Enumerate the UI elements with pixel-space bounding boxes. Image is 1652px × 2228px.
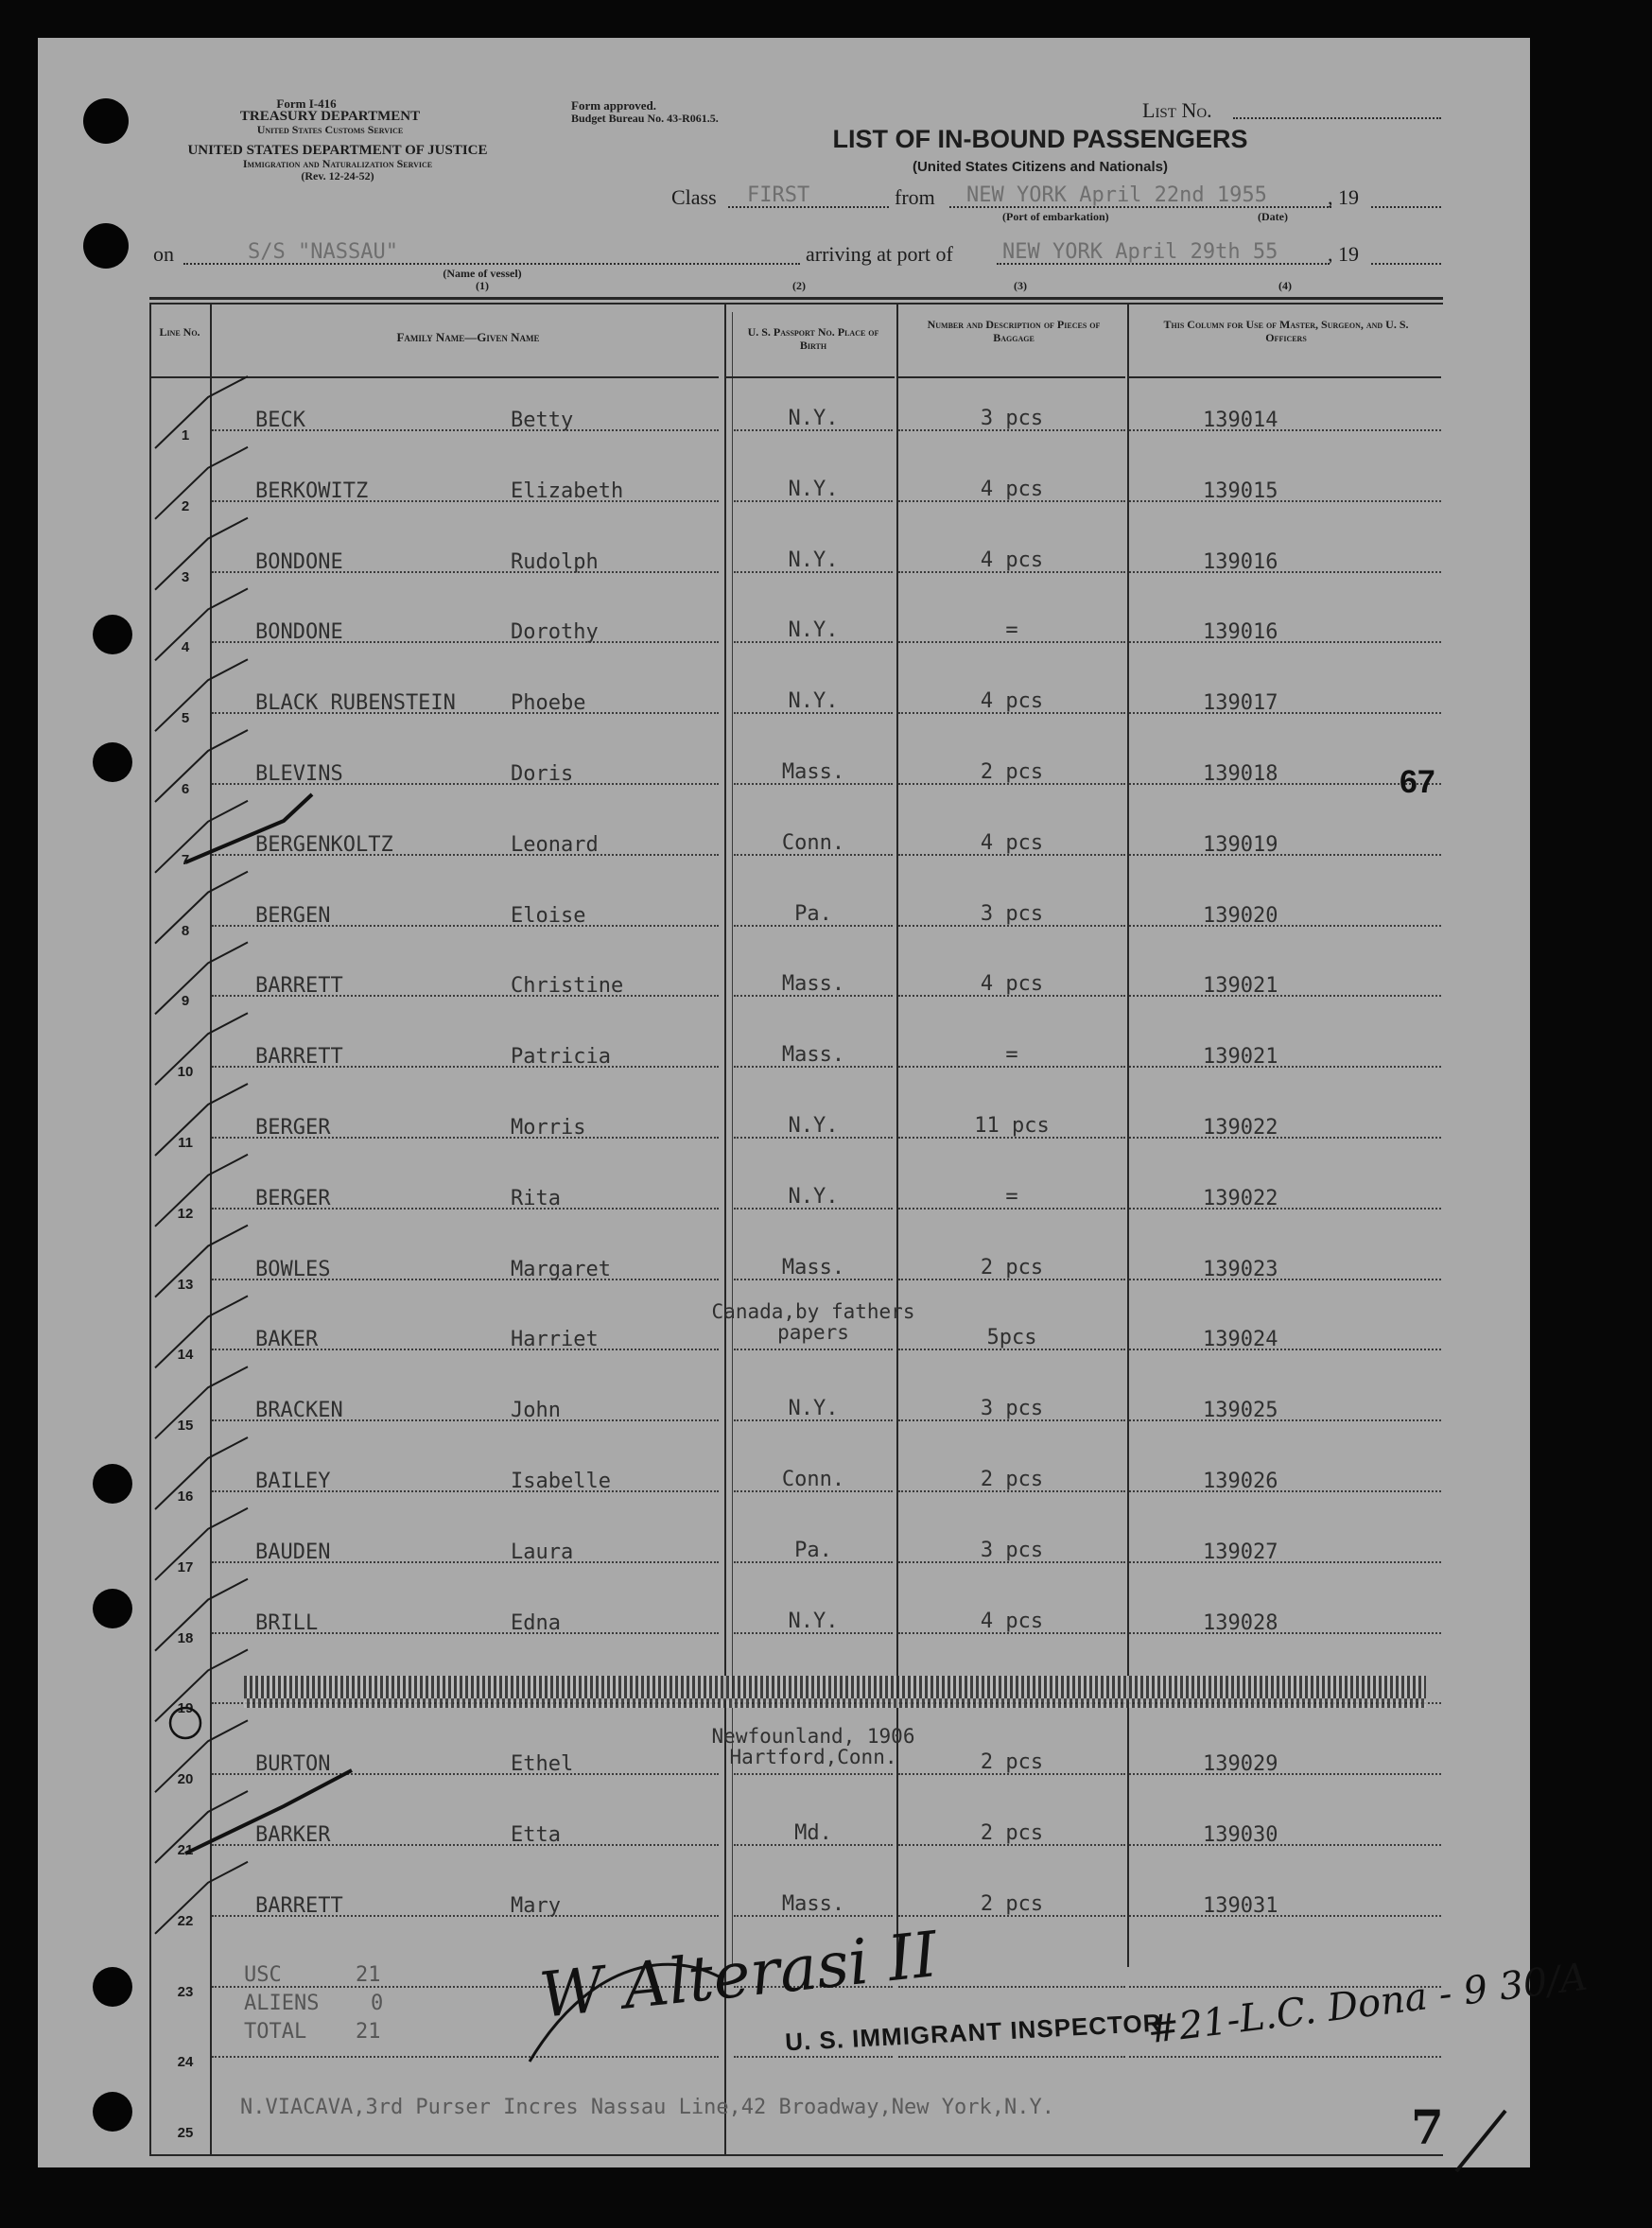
place-of-birth: Mass.: [781, 760, 845, 784]
family-name: BERGER: [255, 1186, 331, 1210]
officer-reference: 139016: [1203, 620, 1278, 645]
family-name: BERGENKOLTZ: [255, 832, 393, 857]
baggage-count: 4 pcs: [980, 830, 1044, 855]
line-number: 25: [177, 2125, 194, 2142]
baggage-count: 3 pcs: [980, 1538, 1044, 1562]
family-name: BONDONE: [255, 549, 343, 574]
given-name: Doris: [511, 762, 574, 786]
line-number: 3: [181, 568, 190, 585]
place-of-birth: Md.: [794, 1821, 832, 1845]
handwritten-note: #21-L.C. Dona - 9 30/A: [1144, 1955, 1591, 2053]
given-name: Edna: [511, 1610, 561, 1635]
family-name: BERKOWITZ: [255, 479, 369, 503]
embarkation-value: NEW YORK April 22nd 1955: [966, 183, 1267, 207]
check-mark: [155, 588, 248, 660]
baggage-count: 2 pcs: [980, 1468, 1044, 1491]
officer-reference: 139015: [1203, 479, 1278, 503]
place-of-birth: Mass.: [781, 1891, 845, 1916]
baggage-count: 11 pcs: [974, 1114, 1050, 1138]
total-label: TOTAL: [244, 2020, 307, 2044]
check-mark: [155, 1579, 248, 1651]
family-name: BLACK RUBENSTEIN: [255, 691, 456, 716]
aliens-label: ALIENS: [244, 1992, 320, 2015]
given-name: Dorothy: [511, 620, 599, 645]
check-mark: [155, 1791, 248, 1863]
usc-label: USC: [244, 1963, 282, 1987]
line-number: 15: [177, 1418, 194, 1435]
family-name: BARRETT: [255, 1893, 343, 1918]
purser-line: N.VIACAVA,3rd Purser Incres Nassau Line,42 Broadway,New York,N.Y.: [240, 2096, 1054, 2119]
list-title: LIST OF IN-BOUND PASSENGERS: [832, 125, 1248, 153]
line-number: 4: [181, 639, 190, 656]
budget-bureau: Budget Bureau No. 43-R061.5.: [571, 112, 719, 125]
check-mark: [155, 1296, 248, 1367]
line-number: 1: [181, 427, 190, 444]
col-family-name: Family Name—Given Name: [396, 330, 540, 344]
officer-reference: 139021: [1203, 974, 1278, 999]
corner-mark: 7: [1411, 2099, 1444, 2155]
inspector-stamp: U. S. IMMIGRANT INSPECTOR: [784, 2008, 1163, 2057]
total-count: 21: [356, 2020, 381, 2044]
check-mark: [155, 1226, 248, 1297]
baggage-count: 2 pcs: [980, 760, 1044, 784]
officer-reference: 139029: [1203, 1752, 1278, 1777]
line-number: 12: [177, 1205, 194, 1222]
place-of-birth: Pa.: [794, 1538, 832, 1562]
officer-reference: 139022: [1203, 1186, 1278, 1210]
check-mark: [155, 447, 248, 519]
baggage-count: 4 pcs: [980, 972, 1044, 997]
officer-reference: 139020: [1203, 903, 1278, 928]
family-name: BRILL: [255, 1610, 319, 1635]
class-value: FIRST: [747, 183, 810, 207]
officer-reference: 139025: [1203, 1399, 1278, 1423]
line-number: 10: [177, 1064, 194, 1081]
arriving-label: arriving at port of: [806, 242, 953, 266]
port-caption: (Port of embarkation): [1002, 210, 1109, 223]
treasury-department: TREASURY DEPARTMENT: [239, 109, 421, 124]
inspector-signature: W Alterasi II: [536, 1918, 942, 2032]
baggage-count: 3 pcs: [980, 901, 1044, 926]
place-of-birth: N.Y.: [788, 477, 839, 501]
officer-reference: 139017: [1203, 691, 1278, 716]
officer-reference: 139018: [1203, 762, 1278, 786]
place-of-birth: Canada,by fathers papers: [711, 1300, 915, 1345]
line-number: 14: [177, 1347, 194, 1364]
family-name: BRACKEN: [255, 1399, 343, 1423]
baggage-count: 2 pcs: [980, 1750, 1044, 1775]
column-number-1: (1): [476, 279, 489, 292]
officer-reference: 139028: [1203, 1610, 1278, 1635]
place-of-birth: N.Y.: [788, 1609, 839, 1633]
baggage-count: =: [1005, 618, 1018, 643]
place-of-birth: N.Y.: [788, 1397, 839, 1421]
line-number: 22: [177, 1912, 194, 1929]
given-name: Elizabeth: [511, 479, 624, 503]
arrival-value: NEW YORK April 29th 55: [1002, 240, 1278, 264]
col-line-no: Line No.: [159, 325, 200, 339]
family-name: BARRETT: [255, 1045, 343, 1070]
aliens-count: 0: [371, 1992, 384, 2015]
year-label: , 19: [1328, 242, 1359, 266]
officer-reference: 139021: [1203, 1045, 1278, 1070]
line-number: 23: [177, 1983, 194, 2000]
baggage-count: 4 pcs: [980, 548, 1044, 572]
line-number: 7: [181, 851, 190, 868]
line-number: 17: [177, 1558, 194, 1575]
officer-reference: 139024: [1203, 1328, 1278, 1352]
baggage-count: =: [1005, 1184, 1018, 1209]
given-name: John: [511, 1399, 561, 1423]
given-name: Phoebe: [511, 691, 586, 716]
given-name: Betty: [511, 409, 574, 432]
line-number: 6: [181, 781, 190, 797]
check-mark: [155, 942, 248, 1014]
given-name: Mary: [511, 1893, 561, 1918]
given-name: Ethel: [511, 1752, 574, 1777]
given-name: Leonard: [511, 832, 599, 857]
officer-reference: 139016: [1203, 549, 1278, 574]
line-number: 8: [181, 922, 190, 939]
column-number-4: (4): [1278, 279, 1292, 292]
class-label: Class: [671, 185, 717, 209]
given-name: Laura: [511, 1540, 574, 1564]
officer-reference: 139027: [1203, 1540, 1278, 1564]
baggage-count: 4 pcs: [980, 1609, 1044, 1633]
line-number: 13: [177, 1276, 194, 1293]
given-name: Harriet: [511, 1328, 599, 1352]
baggage-count: 2 pcs: [980, 1255, 1044, 1279]
check-mark: [155, 1862, 248, 1934]
check-mark: [155, 1437, 248, 1509]
officer-reference: 139014: [1203, 409, 1278, 432]
given-name: Etta: [511, 1823, 561, 1847]
check-mark: [155, 518, 248, 590]
column-number-3: (3): [1014, 279, 1027, 292]
family-name: BARRETT: [255, 974, 343, 999]
line-number: 9: [181, 993, 190, 1010]
check-mark: [155, 1366, 248, 1438]
place-of-birth: Conn.: [781, 1468, 845, 1491]
baggage-count: 4 pcs: [980, 689, 1044, 714]
family-name: BERGEN: [255, 903, 331, 928]
line-number: 5: [181, 710, 190, 727]
baggage-count: 3 pcs: [980, 1397, 1044, 1421]
line-number: 2: [181, 497, 190, 514]
from-label: from: [895, 185, 935, 209]
year-label: , 19: [1328, 185, 1359, 209]
place-of-birth: Pa.: [794, 901, 832, 926]
baggage-count: 2 pcs: [980, 1821, 1044, 1845]
given-name: Eloise: [511, 903, 586, 928]
list-subtitle: (United States Citizens and Nationals): [912, 159, 1169, 175]
check-mark: [155, 1508, 248, 1580]
given-name: Isabelle: [511, 1470, 611, 1493]
place-of-birth: N.Y.: [788, 548, 839, 572]
vessel-caption: (Name of vessel): [443, 267, 522, 280]
immigration-service: Immigration and Naturalization Service: [242, 157, 433, 170]
family-name: BECK: [255, 409, 305, 432]
check-mark: [155, 1155, 248, 1227]
place-of-birth: N.Y.: [788, 618, 839, 643]
vessel-name: S/S "NASSAU": [248, 240, 398, 264]
place-of-birth: N.Y.: [788, 1184, 839, 1209]
place-of-birth: N.Y.: [788, 689, 839, 714]
usc-count: 21: [356, 1963, 381, 1987]
check-mark: [155, 376, 248, 448]
place-of-birth: N.Y.: [788, 1114, 839, 1138]
family-name: BURTON: [255, 1752, 331, 1777]
check-mark: [155, 659, 248, 731]
place-of-birth: N.Y.: [788, 407, 839, 430]
check-mark: [155, 801, 248, 873]
baggage-count: 2 pcs: [980, 1891, 1044, 1916]
col-passport: U. S. Passport No. Place of Birth: [747, 325, 879, 352]
form-revision: (Rev. 12-24-52): [301, 169, 374, 183]
date-caption: (Date): [1258, 210, 1288, 223]
given-name: Rita: [511, 1186, 561, 1210]
family-name: BONDONE: [255, 620, 343, 645]
family-name: BAUDEN: [255, 1540, 331, 1564]
on-label: on: [153, 242, 174, 266]
line-number: 21: [177, 1842, 194, 1858]
check-mark: [155, 1084, 248, 1156]
baggage-count: =: [1005, 1043, 1018, 1068]
col-officers: This Column for Use of Master, Surgeon, and U. S. Officers: [1163, 318, 1409, 344]
given-name: Patricia: [511, 1045, 611, 1070]
officer-reference: 139022: [1203, 1116, 1278, 1140]
given-name: Morris: [511, 1116, 586, 1140]
family-name: BLEVINS: [255, 762, 343, 786]
page-number: 67: [1400, 764, 1435, 800]
list-no-label: List No.: [1142, 98, 1212, 122]
place-of-birth: Mass.: [781, 972, 845, 997]
form-number: Form I-416: [276, 96, 337, 111]
line-number: 18: [177, 1629, 194, 1646]
place-of-birth: Newfounland, 1906 Hartford,Conn.: [711, 1725, 915, 1769]
check-mark: [155, 872, 248, 944]
place-of-birth: Mass.: [781, 1255, 845, 1279]
customs-service: United States Customs Service: [256, 123, 404, 136]
officer-reference: 139023: [1203, 1257, 1278, 1281]
department-of-justice: UNITED STATES DEPARTMENT OF JUSTICE: [187, 143, 488, 158]
family-name: BOWLES: [255, 1257, 331, 1281]
baggage-count: 4 pcs: [980, 477, 1044, 501]
check-mark: [155, 1013, 248, 1085]
column-number-2: (2): [792, 279, 806, 292]
officer-reference: 139030: [1203, 1823, 1278, 1847]
line-number: 20: [177, 1771, 194, 1788]
form-approved: Form approved.: [571, 98, 657, 113]
baggage-count: 3 pcs: [980, 407, 1044, 430]
line-number: 19: [177, 1700, 194, 1717]
family-name: BAILEY: [255, 1470, 331, 1493]
baggage-count: 5pcs: [986, 1326, 1037, 1350]
given-name: Rudolph: [511, 549, 599, 574]
col-baggage: Number and Description of Pieces of Baggage: [927, 318, 1101, 344]
place-of-birth: Conn.: [781, 830, 845, 855]
family-name: BARKER: [255, 1823, 331, 1847]
officer-reference: 139019: [1203, 832, 1278, 857]
place-of-birth: Mass.: [781, 1043, 845, 1068]
given-name: Christine: [511, 974, 624, 999]
officer-reference: 139026: [1203, 1470, 1278, 1493]
check-mark: [155, 1649, 248, 1721]
check-mark: [155, 1720, 248, 1792]
line-number: 16: [177, 1488, 194, 1505]
family-name: BERGER: [255, 1116, 331, 1140]
line-number: 24: [177, 2054, 194, 2071]
officer-reference: 139031: [1203, 1893, 1278, 1918]
line-number: 11: [178, 1135, 193, 1151]
family-name: BAKER: [255, 1328, 319, 1352]
check-mark: [155, 730, 248, 802]
given-name: Margaret: [511, 1257, 611, 1281]
